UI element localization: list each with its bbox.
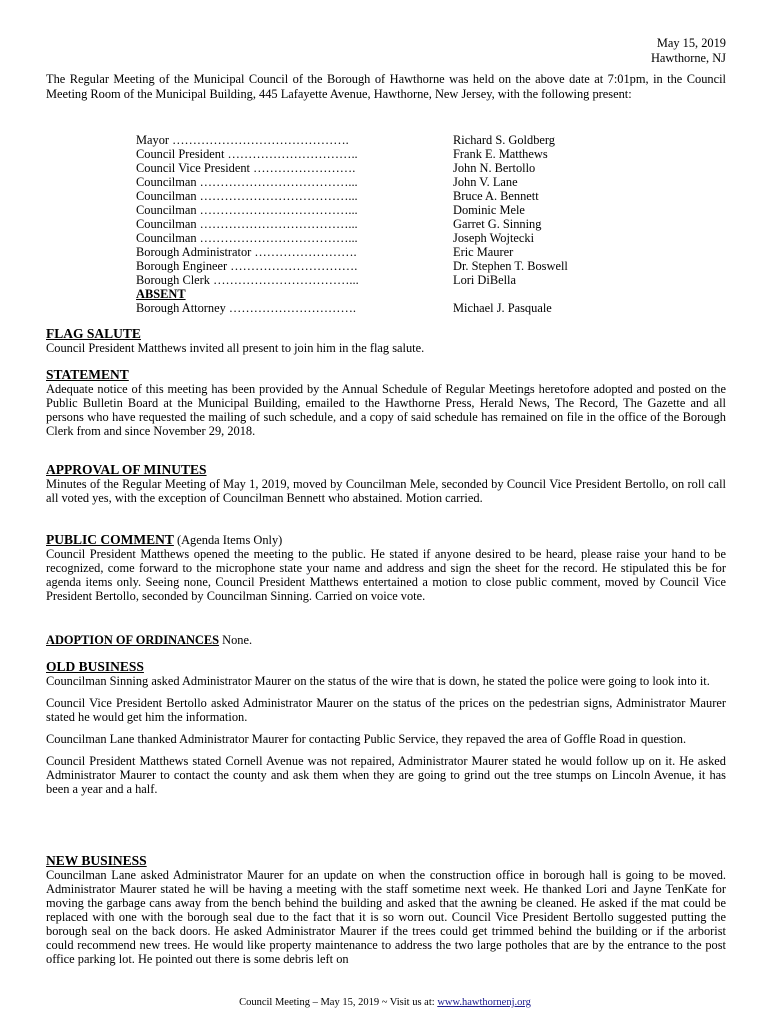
attendee-role: Councilman ………………………………... <box>136 203 358 217</box>
section-heading: NEW BUSINESS <box>46 853 147 868</box>
attendee-role: Councilman ………………………………... <box>136 231 358 245</box>
section-body: Councilman Lane asked Administrator Maurer for an update on when the construction office in borough hall is going to be moved. Administrator Maurer stated he will be having a meeting with the staff sometime next week. He thanked Lori and Jayne TenKate for moving the garbage cans away from the bench behind the building and asked that the awning be cleaned. He asked if the mat could be replaced with one with the borough seal due to the fact that it is so worn out. Council Vice President Bertollo suggested putting the borough seal on the back doors. He asked Administrator Maurer if the trees could get trimmed behind the building or if the arborist could recommend new trees. He would like property maintenance to address the two large potholes that are by the entrance to the post office parking lot. He pointed out there is some debris left on <box>46 868 726 966</box>
section-paragraph: Council President Matthews stated Cornell Avenue was not repaired, Administrator Maurer stated he would follow up on it. He asked Administrator Maurer to contact the county and ask them when they are going to grind out the tree stumps on Lincoln Avenue, it has been a year and a half. <box>46 754 726 796</box>
attendee-name: Michael J. Pasquale <box>453 301 552 315</box>
attendee-row <box>136 189 636 203</box>
section-heading: PUBLIC COMMENT <box>46 532 174 547</box>
attendee-role: Councilman ………………………………... <box>136 175 358 189</box>
statement-section <box>46 368 726 438</box>
website-link[interactable]: www.hawthornenj.org <box>437 997 531 1008</box>
attendee-name: John N. Bertollo <box>453 161 536 175</box>
attendee-role: Mayor ……………………………………. <box>136 133 349 147</box>
section-heading: FLAG SALUTE <box>46 326 141 341</box>
attendee-role: Borough Clerk ……………………………... <box>136 273 359 287</box>
attendee-role: Borough Engineer …………………………. <box>136 259 358 273</box>
attendee-row <box>136 245 636 259</box>
attendee-role: Councilman ………………………………... <box>136 217 358 231</box>
attendee-role: Borough Administrator ……………………. <box>136 245 357 259</box>
document-header <box>651 36 726 65</box>
public-comment-section <box>46 533 726 603</box>
attendee-row <box>136 147 636 161</box>
section-paragraph: Councilman Sinning asked Administrator Maurer on the status of the wire that is down, he stated the police were going to look into it. <box>46 674 710 688</box>
ordinances-section <box>46 633 726 647</box>
attendee-name: Garret G. Sinning <box>453 217 542 231</box>
section-heading: ADOPTION OF ORDINANCES <box>46 633 220 647</box>
section-body: Council President Matthews invited all present to join him in the flag salute. <box>46 341 425 355</box>
attendee-role: Councilman ………………………………... <box>136 189 358 203</box>
page-footer <box>0 997 770 1008</box>
attendee-name: John V. Lane <box>453 175 518 189</box>
attendee-row <box>136 133 636 147</box>
approval-section <box>46 463 726 505</box>
attendee-name: Frank E. Matthews <box>453 147 548 161</box>
meeting-date: May 15, 2019 <box>656 36 726 50</box>
attendee-row <box>136 175 636 189</box>
section-heading-note: (Agenda Items Only) <box>176 533 283 547</box>
attendee-name: Eric Maurer <box>453 245 514 259</box>
attendee-row <box>136 259 636 273</box>
flag-salute-section <box>46 327 726 355</box>
attendee-name: Richard S. Goldberg <box>453 133 555 147</box>
absent-label-row <box>136 287 636 301</box>
meeting-location: Hawthorne, NJ <box>650 50 726 65</box>
attendance-list <box>136 133 636 315</box>
section-paragraph: Council Vice President Bertollo asked Administrator Maurer on the status of the prices on the pedestrian signs, Administrator Maurer stated he would get him the information. <box>46 696 726 724</box>
attendee-name: Dominic Mele <box>453 203 525 217</box>
section-body: Council President Matthews opened the meeting to the public. He stated if anyone desired to be heard, please raise your hand to be recognized, come forward to the microphone state your name and address and sign the sheet for the record. He stipulated this be for agenda items only. Seeing none, Council President Matthews entertained a motion to close public comment, moved by Council Vice President Bertollo, seconded by Councilman Sinning. Carried on voice vote. <box>46 547 726 603</box>
attendee-name: Dr. Stephen T. Boswell <box>453 259 568 273</box>
old-business-section <box>46 660 726 796</box>
section-body: Minutes of the Regular Meeting of May 1, 2019, moved by Councilman Mele, seconded by Council Vice President Bertollo, on roll call all voted yes, with the exception of Councilman Bennett who abstained. Motion carried. <box>46 477 726 505</box>
section-heading: OLD BUSINESS <box>46 659 144 674</box>
attendee-role: Borough Attorney …………………………. <box>136 301 356 315</box>
section-heading: APPROVAL OF MINUTES <box>46 462 207 477</box>
attendee-row <box>136 217 636 231</box>
section-paragraph: Councilman Lane thanked Administrator Maurer for contacting Public Service, they repaved the area of Goffle Road in question. <box>46 732 687 746</box>
new-business-section <box>46 854 726 966</box>
attendee-row <box>136 161 636 175</box>
attendee-row <box>136 203 636 217</box>
absent-label: ABSENT <box>136 287 186 301</box>
attendee-row <box>136 231 636 245</box>
attendee-row <box>136 273 636 287</box>
intro-paragraph: The Regular Meeting of the Municipal Council of the Borough of Hawthorne was held on the above date at 7:01pm, in the Council Meeting Room of the Municipal Building, 445 Lafayette Avenue, Hawthorne, New Jersey, with the following present: <box>46 72 726 101</box>
attendee-name: Joseph Wojtecki <box>453 231 535 245</box>
section-body: None. <box>222 633 253 647</box>
attendee-name: Bruce A. Bennett <box>453 189 539 203</box>
section-heading: STATEMENT <box>46 367 129 382</box>
attendee-role: Council President ………………………….. <box>136 147 358 161</box>
section-body: Adequate notice of this meeting has been provided by the Annual Schedule of Regular Meetings heretofore adopted and posted on the Public Bulletin Board at the Municipal Building, emailed to the Hawthorne Press, Herald News, The Record, The Gazette and all persons who have requested the mailing of such schedule, and a copy of said schedule has remained on file in the office of the Borough Clerk from and since November 29, 2018. <box>46 382 726 438</box>
attendee-name: Lori DiBella <box>453 273 516 287</box>
absent-attendee-row <box>136 301 636 315</box>
footer-text: Council Meeting – May 15, 2019 ~ Visit us at: <box>239 997 438 1008</box>
attendee-role: Council Vice President ……………………. <box>136 161 356 175</box>
